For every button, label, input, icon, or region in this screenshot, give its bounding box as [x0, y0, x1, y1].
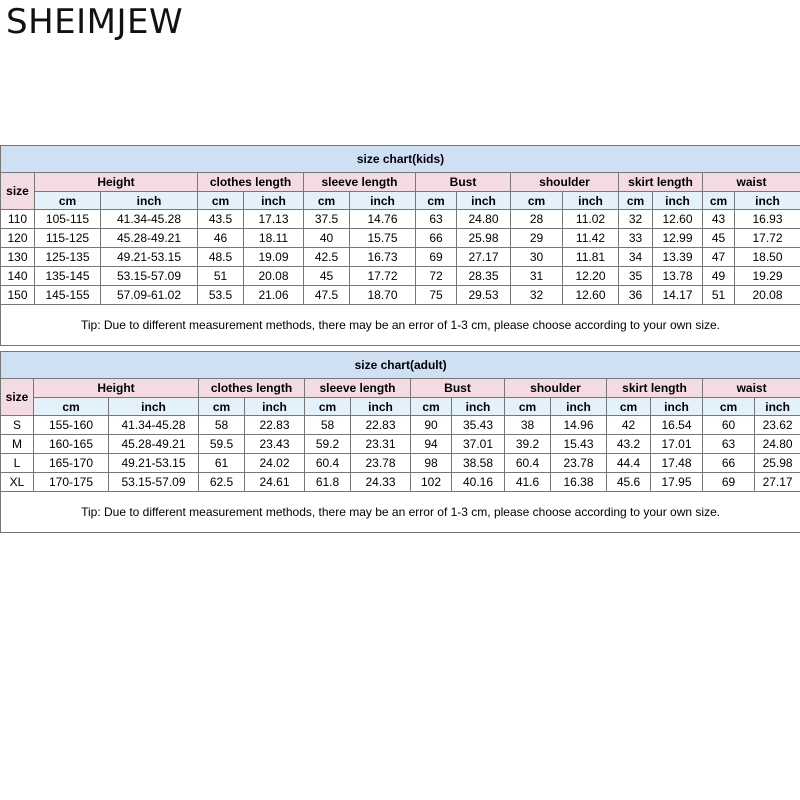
size-column-header: size [1, 173, 35, 210]
unit-header: inch [244, 192, 304, 210]
size-cell: 130 [1, 248, 35, 267]
table-row [1, 286, 800, 305]
group-header-row [1, 379, 800, 398]
unit-header: cm [305, 398, 351, 416]
value-cell: 24.80 [755, 435, 800, 454]
value-cell: 40 [304, 229, 350, 248]
value-cell: 35.43 [452, 416, 505, 435]
value-cell: 45 [304, 267, 350, 286]
group-header: shoulder [505, 379, 607, 398]
value-cell: 60.4 [505, 454, 551, 473]
value-cell: 94 [411, 435, 452, 454]
value-cell: 125-135 [35, 248, 101, 267]
group-header: Height [35, 173, 198, 192]
tip-row [1, 492, 800, 533]
value-cell: 39.2 [505, 435, 551, 454]
unit-header: cm [35, 192, 101, 210]
value-cell: 41.6 [505, 473, 551, 492]
table-row [1, 473, 800, 492]
value-cell: 57.09-61.02 [101, 286, 198, 305]
value-cell: 25.98 [457, 229, 511, 248]
value-cell: 60.4 [305, 454, 351, 473]
unit-header: inch [563, 192, 619, 210]
value-cell: 72 [416, 267, 457, 286]
value-cell: 63 [416, 210, 457, 229]
value-cell: 98 [411, 454, 452, 473]
value-cell: 28 [511, 210, 563, 229]
value-cell: 41.34-45.28 [109, 416, 199, 435]
value-cell: 37.01 [452, 435, 505, 454]
unit-header: cm [199, 398, 245, 416]
value-cell: 12.20 [563, 267, 619, 286]
unit-header: cm [416, 192, 457, 210]
value-cell: 18.50 [735, 248, 800, 267]
size-cell: 140 [1, 267, 35, 286]
value-cell: 30 [511, 248, 563, 267]
value-cell: 22.83 [351, 416, 411, 435]
value-cell: 23.78 [351, 454, 411, 473]
unit-header: cm [703, 398, 755, 416]
value-cell: 165-170 [34, 454, 109, 473]
kids-size-chart [0, 145, 800, 346]
group-header: waist [703, 173, 800, 192]
value-cell: 62.5 [199, 473, 245, 492]
unit-header: cm [505, 398, 551, 416]
value-cell: 29.53 [457, 286, 511, 305]
value-cell: 60 [703, 416, 755, 435]
unit-header: inch [755, 398, 800, 416]
value-cell: 20.08 [735, 286, 800, 305]
group-header-row [1, 173, 800, 192]
value-cell: 16.73 [350, 248, 416, 267]
value-cell: 41.34-45.28 [101, 210, 198, 229]
value-cell: 40.16 [452, 473, 505, 492]
value-cell: 66 [416, 229, 457, 248]
value-cell: 32 [511, 286, 563, 305]
value-cell: 45.28-49.21 [109, 435, 199, 454]
value-cell: 145-155 [35, 286, 101, 305]
value-cell: 58 [305, 416, 351, 435]
unit-header: inch [350, 192, 416, 210]
table-row [1, 210, 800, 229]
size-cell: 120 [1, 229, 35, 248]
value-cell: 25.98 [755, 454, 800, 473]
value-cell: 18.11 [244, 229, 304, 248]
value-cell: 61 [199, 454, 245, 473]
value-cell: 90 [411, 416, 452, 435]
value-cell: 170-175 [34, 473, 109, 492]
group-header: clothes length [198, 173, 304, 192]
value-cell: 31 [511, 267, 563, 286]
value-cell: 115-125 [35, 229, 101, 248]
value-cell: 16.38 [551, 473, 607, 492]
value-cell: 14.17 [653, 286, 703, 305]
unit-header: inch [101, 192, 198, 210]
unit-header: cm [198, 192, 244, 210]
value-cell: 38.58 [452, 454, 505, 473]
value-cell: 135-145 [35, 267, 101, 286]
group-header: sleeve length [305, 379, 411, 398]
value-cell: 12.60 [563, 286, 619, 305]
chart-title-row [1, 146, 800, 173]
value-cell: 43.2 [607, 435, 651, 454]
value-cell: 51 [703, 286, 735, 305]
value-cell: 47.5 [304, 286, 350, 305]
table-row [1, 454, 800, 473]
brand-logo: SHEIMJEW [6, 2, 184, 42]
value-cell: 15.75 [350, 229, 416, 248]
value-cell: 24.33 [351, 473, 411, 492]
value-cell: 160-165 [34, 435, 109, 454]
group-header: Bust [416, 173, 511, 192]
group-header: skirt length [607, 379, 703, 398]
unit-header-row [1, 398, 800, 416]
value-cell: 15.43 [551, 435, 607, 454]
value-cell: 59.5 [199, 435, 245, 454]
value-cell: 24.80 [457, 210, 511, 229]
group-header: shoulder [511, 173, 619, 192]
value-cell: 11.81 [563, 248, 619, 267]
value-cell: 13.39 [653, 248, 703, 267]
group-header: Bust [411, 379, 505, 398]
value-cell: 22.83 [245, 416, 305, 435]
value-cell: 17.95 [651, 473, 703, 492]
value-cell: 18.70 [350, 286, 416, 305]
value-cell: 58 [199, 416, 245, 435]
value-cell: 23.31 [351, 435, 411, 454]
value-cell: 12.99 [653, 229, 703, 248]
unit-header: inch [551, 398, 607, 416]
value-cell: 48.5 [198, 248, 244, 267]
value-cell: 44.4 [607, 454, 651, 473]
unit-header: inch [245, 398, 305, 416]
value-cell: 42.5 [304, 248, 350, 267]
unit-header: cm [619, 192, 653, 210]
value-cell: 14.76 [350, 210, 416, 229]
group-header: clothes length [199, 379, 305, 398]
value-cell: 43.5 [198, 210, 244, 229]
value-cell: 49.21-53.15 [109, 454, 199, 473]
value-cell: 11.42 [563, 229, 619, 248]
value-cell: 12.60 [653, 210, 703, 229]
table-row [1, 229, 800, 248]
table-row [1, 248, 800, 267]
value-cell: 46 [198, 229, 244, 248]
value-cell: 19.29 [735, 267, 800, 286]
unit-header: cm [411, 398, 452, 416]
group-header: Height [34, 379, 199, 398]
value-cell: 45.28-49.21 [101, 229, 198, 248]
value-cell: 69 [416, 248, 457, 267]
unit-header: inch [457, 192, 511, 210]
value-cell: 19.09 [244, 248, 304, 267]
tip-text: Tip: Due to different measurement methods, there may be an error of 1-3 cm, please choose according to your own size. [1, 492, 800, 533]
value-cell: 33 [619, 229, 653, 248]
size-cell: 110 [1, 210, 35, 229]
unit-header: inch [651, 398, 703, 416]
group-header: skirt length [619, 173, 703, 192]
chart-title: size chart(kids) [1, 146, 800, 173]
value-cell: 53.15-57.09 [101, 267, 198, 286]
group-header: sleeve length [304, 173, 416, 192]
group-header: waist [703, 379, 800, 398]
adult-size-chart [0, 351, 800, 533]
size-cell: 150 [1, 286, 35, 305]
value-cell: 45 [703, 229, 735, 248]
unit-header: cm [511, 192, 563, 210]
value-cell: 17.48 [651, 454, 703, 473]
tip-row [1, 305, 800, 346]
value-cell: 17.72 [350, 267, 416, 286]
size-cell: XL [1, 473, 34, 492]
value-cell: 43 [703, 210, 735, 229]
value-cell: 27.17 [457, 248, 511, 267]
size-cell: L [1, 454, 34, 473]
unit-header: inch [351, 398, 411, 416]
size-cell: M [1, 435, 34, 454]
value-cell: 61.8 [305, 473, 351, 492]
value-cell: 17.01 [651, 435, 703, 454]
unit-header: cm [304, 192, 350, 210]
unit-header-row [1, 192, 800, 210]
chart-title: size chart(adult) [1, 352, 800, 379]
table-row [1, 267, 800, 286]
size-column-header: size [1, 379, 34, 416]
value-cell: 24.02 [245, 454, 305, 473]
value-cell: 69 [703, 473, 755, 492]
value-cell: 47 [703, 248, 735, 267]
value-cell: 13.78 [653, 267, 703, 286]
value-cell: 35 [619, 267, 653, 286]
unit-header: cm [34, 398, 109, 416]
value-cell: 66 [703, 454, 755, 473]
value-cell: 105-115 [35, 210, 101, 229]
value-cell: 36 [619, 286, 653, 305]
value-cell: 23.43 [245, 435, 305, 454]
table-row [1, 435, 800, 454]
value-cell: 102 [411, 473, 452, 492]
value-cell: 38 [505, 416, 551, 435]
tip-text: Tip: Due to different measurement methods, there may be an error of 1-3 cm, please choose according to your own size. [1, 305, 800, 346]
value-cell: 16.54 [651, 416, 703, 435]
value-cell: 23.62 [755, 416, 800, 435]
value-cell: 16.93 [735, 210, 800, 229]
unit-header: inch [109, 398, 199, 416]
size-cell: S [1, 416, 34, 435]
chart-title-row [1, 352, 800, 379]
value-cell: 29 [511, 229, 563, 248]
value-cell: 11.02 [563, 210, 619, 229]
value-cell: 49.21-53.15 [101, 248, 198, 267]
value-cell: 32 [619, 210, 653, 229]
unit-header: inch [452, 398, 505, 416]
value-cell: 17.13 [244, 210, 304, 229]
value-cell: 75 [416, 286, 457, 305]
value-cell: 20.08 [244, 267, 304, 286]
value-cell: 51 [198, 267, 244, 286]
table-row [1, 416, 800, 435]
value-cell: 27.17 [755, 473, 800, 492]
value-cell: 37.5 [304, 210, 350, 229]
value-cell: 21.06 [244, 286, 304, 305]
value-cell: 23.78 [551, 454, 607, 473]
value-cell: 28.35 [457, 267, 511, 286]
value-cell: 24.61 [245, 473, 305, 492]
value-cell: 155-160 [34, 416, 109, 435]
value-cell: 42 [607, 416, 651, 435]
unit-header: inch [735, 192, 800, 210]
value-cell: 49 [703, 267, 735, 286]
value-cell: 59.2 [305, 435, 351, 454]
value-cell: 14.96 [551, 416, 607, 435]
unit-header: cm [703, 192, 735, 210]
unit-header: inch [653, 192, 703, 210]
value-cell: 63 [703, 435, 755, 454]
unit-header: cm [607, 398, 651, 416]
value-cell: 34 [619, 248, 653, 267]
value-cell: 17.72 [735, 229, 800, 248]
value-cell: 53.5 [198, 286, 244, 305]
value-cell: 53.15-57.09 [109, 473, 199, 492]
value-cell: 45.6 [607, 473, 651, 492]
